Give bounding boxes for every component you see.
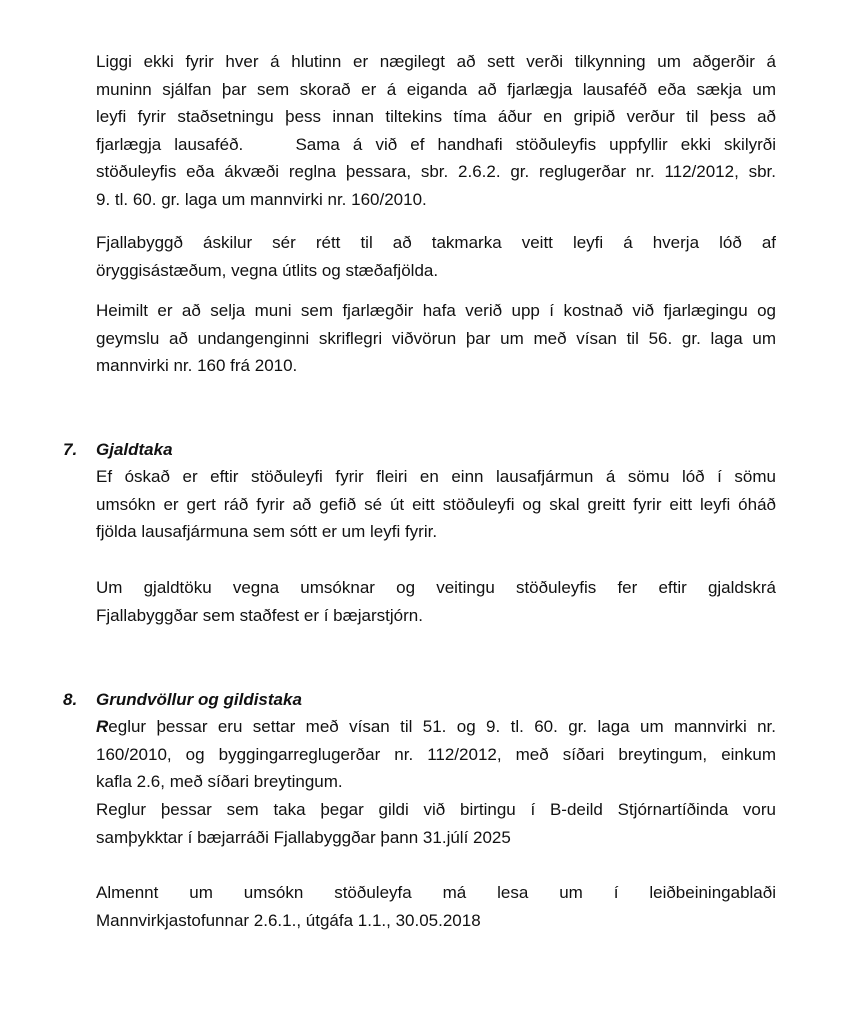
- section-heading-grundvollur: [63, 686, 302, 713]
- text-line: fjölda lausafjármuna sem sótt er um leyfi fyrir.: [96, 522, 438, 542]
- paragraph-removal-notice: [96, 48, 776, 214]
- text-line: mannvirki nr. 160 frá 2010.: [96, 356, 298, 376]
- text-line: Liggi ekki fyrir hver á hlutinn er nægilegt að sett verði tilkynning um aðgerðir á: [96, 52, 776, 71]
- text-line: Mannvirkjastofunnar 2.6.1., útgáfa 1.1., 30.05.2018: [96, 910, 481, 930]
- paragraph-effective-date: [96, 796, 776, 851]
- paragraph-sale-of-items: [96, 297, 776, 380]
- text-line: Ef óskað er eftir stöðuleyfi fyrir fleiri en einn lausafjármun á sömu lóð í sömu: [96, 467, 776, 486]
- paragraph-legal-basis: [96, 713, 776, 796]
- text-line: geymslu að undangenginni skriflegri viðvörun þar um með vísan til 56. gr. laga um: [96, 328, 776, 348]
- text-line: leyfi fyrir staðsetningu þess innan tiltekins tíma áður en gripið verður til þess að: [96, 107, 776, 127]
- paragraph-permit-limits: [96, 229, 776, 284]
- text-line: muninn sjálfan þar sem skorað er á eiganda að fjarlægja lausaféð eða sækja um: [96, 79, 776, 99]
- text-line: stöðuleyfis eða ákvæði reglna þessara, sbr. 2.6.2. gr. reglugerðar nr. 112/2012, sbr.: [96, 162, 776, 182]
- text-line: Heimilt er að selja muni sem fjarlægðir hafa verið upp í kostnað við fjarlægingu og: [96, 301, 776, 320]
- section-title: Gjaldtaka: [96, 440, 173, 459]
- section-heading-gjaldtaka: [63, 436, 173, 463]
- text-line: fjarlægja lausaféð. Sama á við ef handhafi stöðuleyfis uppfyllir ekki skilyrði: [96, 134, 776, 154]
- text-line: öryggisástæðum, vegna útlits og stæðafjölda.: [96, 260, 439, 280]
- text-line: umsókn er gert ráð fyrir að gefið sé út eitt stöðuleyfi og skal greitt fyrir eitt leyfi óháð: [96, 494, 776, 514]
- section-number: 8.: [63, 690, 78, 709]
- text-line: [96, 713, 776, 741]
- paragraph-multiple-items-fee: [96, 463, 776, 546]
- text-line: Fjallabyggðar sem staðfest er í bæjarstjórn.: [96, 605, 423, 625]
- text-line: kafla 2.6, með síðari breytingum.: [96, 772, 343, 792]
- section-number: 7.: [63, 440, 78, 459]
- section-title: Grundvöllur og gildistaka: [96, 690, 302, 709]
- text-line: samþykktar í bæjarráði Fjallabyggðar þann 31.júlí 2025: [96, 827, 511, 847]
- text-line: Reglur þessar sem taka þegar gildi við birtingu í B-deild Stjórnartíðinda voru: [96, 800, 776, 819]
- text-line: 9. tl. 60. gr. laga um mannvirki nr. 160/2010.: [96, 189, 427, 209]
- initial-letter: R: [96, 717, 109, 736]
- paragraph-fee-schedule: [96, 574, 776, 629]
- paragraph-guidance-reference: [96, 879, 776, 934]
- text-line: 160/2010, og byggingarreglugerðar nr. 112/2012, með síðari breytingum, einkum: [96, 744, 776, 764]
- text-line: Um gjaldtöku vegna umsóknar og veitingu stöðuleyfis fer eftir gjaldskrá: [96, 578, 776, 597]
- text-line: Almennt um umsókn stöðuleyfa má lesa um í leiðbeiningablaði: [96, 883, 776, 902]
- text-line: Fjallabyggð áskilur sér rétt til að takmarka veitt leyfi á hverja lóð af: [96, 233, 776, 252]
- text-line-rest: eglur þessar eru settar með vísan til 51. og 9. tl. 60. gr. laga um mannvirki nr.: [108, 717, 776, 736]
